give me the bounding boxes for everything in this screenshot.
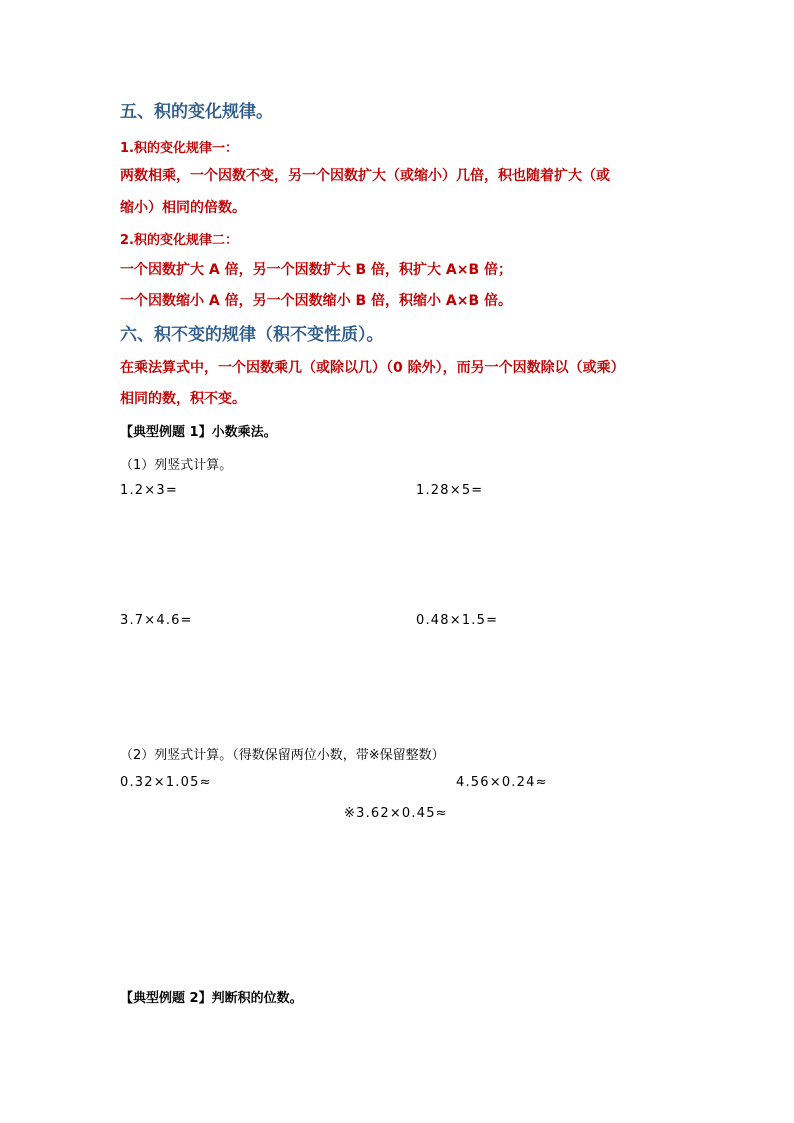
rule-2-line-1: 一个因数扩大 A 倍，另一个因数扩大 B 倍，积扩大 A×B 倍；: [120, 262, 512, 278]
example-1-title: 【典型例题 1】小数乘法。: [120, 425, 277, 440]
rule-1-title: 1.积的变化规律一：: [120, 141, 238, 156]
rule-1-line-1: 两数相乘，一个因数不变，另一个因数扩大（或缩小）几倍，积也随着扩大（或: [120, 168, 610, 184]
problem-1-2: 1.28×5=: [416, 483, 484, 498]
example-1-part-2-label: （2）列竖式计算。（得数保留两位小数，带※保留整数）: [120, 748, 445, 763]
section-6-title: 六、积不变的规律（积不变性质）。: [120, 325, 384, 345]
rule-1-line-2: 缩小）相同的倍数。: [120, 200, 246, 216]
section-5-title: 五、积的变化规律。: [120, 102, 273, 122]
problem-1-1: 1.2×3=: [120, 483, 178, 498]
rule-2-title: 2.积的变化规律二：: [120, 233, 238, 248]
problem-2-2: 4.56×0.24≈: [456, 775, 548, 790]
section-6-line-2: 相同的数，积不变。: [120, 391, 246, 407]
problem-1-3: 3.7×4.6=: [120, 613, 193, 628]
problem-2-1: 0.32×1.05≈: [120, 775, 212, 790]
problem-2-3: ※3.62×0.45≈: [344, 806, 448, 821]
example-1-part-1-label: （1）列竖式计算。: [120, 458, 233, 473]
rule-2-line-2: 一个因数缩小 A 倍，另一个因数缩小 B 倍，积缩小 A×B 倍。: [120, 293, 512, 309]
problem-1-4: 0.48×1.5=: [416, 613, 499, 628]
section-6-line-1: 在乘法算式中，一个因数乘几（或除以几）（0 除外），而另一个因数除以（或乘）: [120, 360, 625, 376]
example-2-title: 【典型例题 2】判断积的位数。: [120, 991, 303, 1006]
